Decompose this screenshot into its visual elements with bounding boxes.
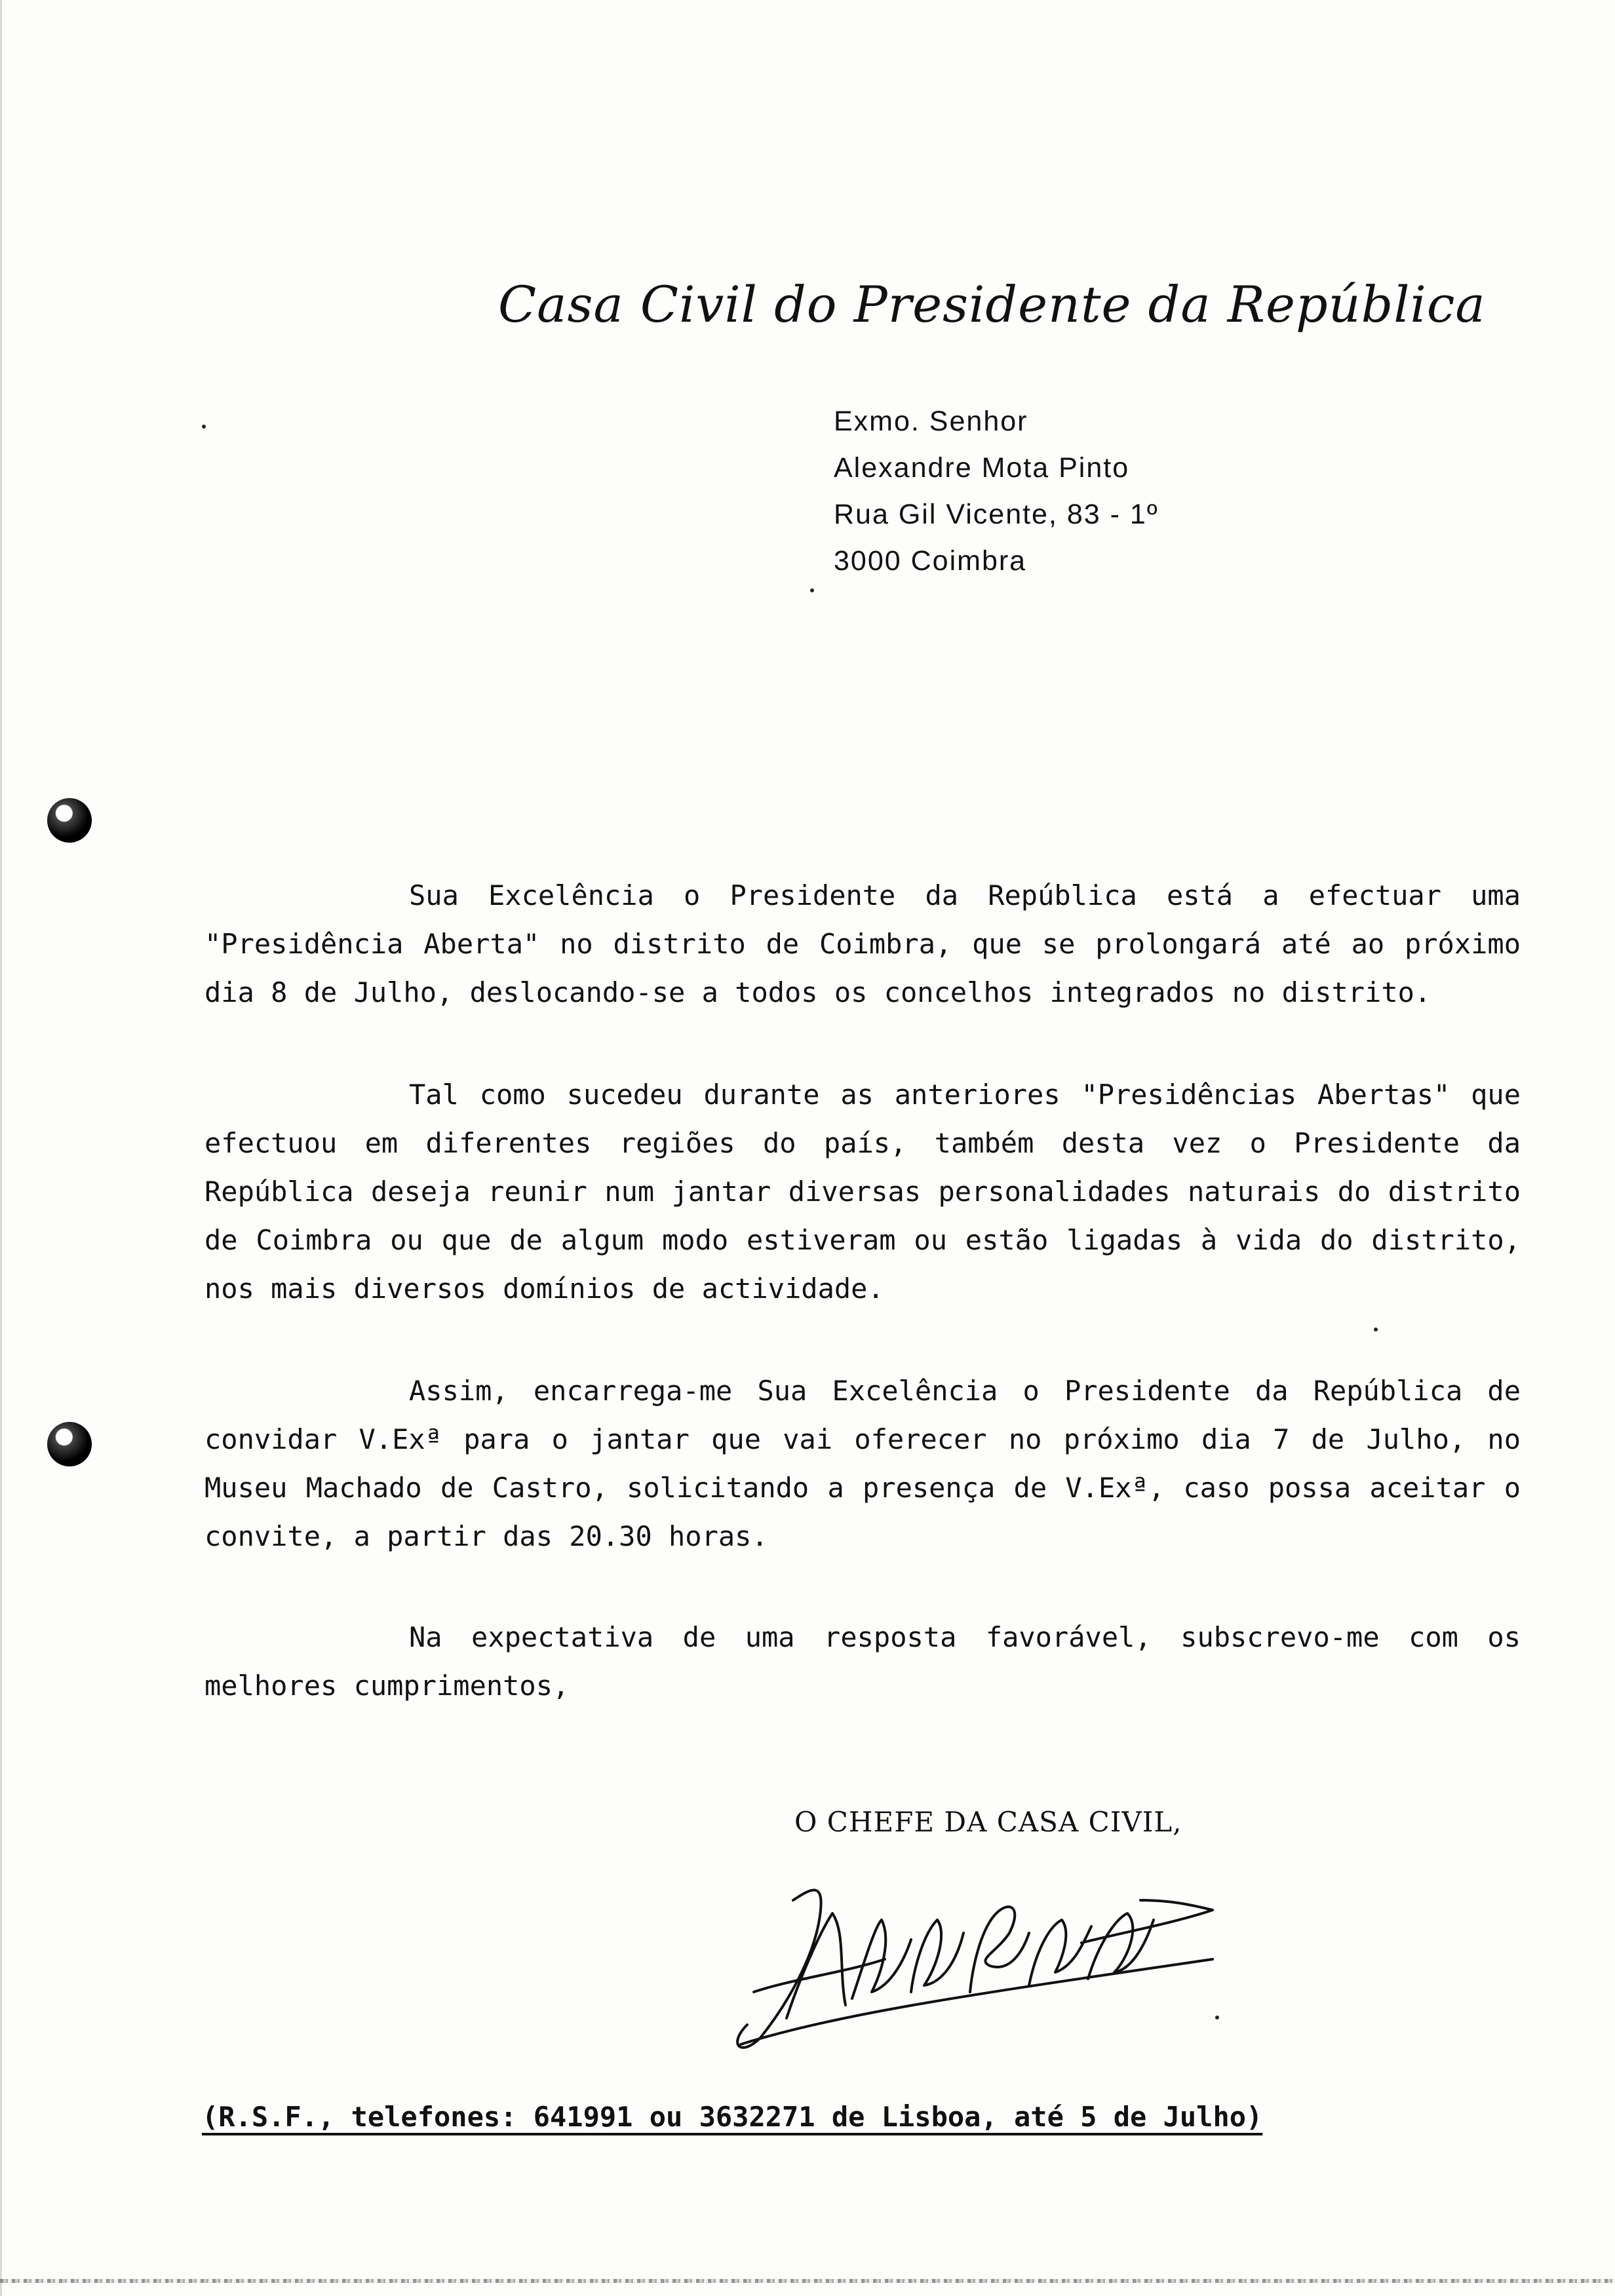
address-street: Rua Gil Vicente, 83 - 1º: [834, 499, 1159, 530]
scan-speck: [1215, 2016, 1219, 2019]
body-paragraph-4: Na expectativa de uma resposta favorável, subscrevo-me com os melhores cumprimentos,: [204, 1621, 1521, 1702]
address-name: Alexandre Mota Pinto: [834, 452, 1130, 484]
signature-title: O CHEFE DA CASA CIVIL,: [794, 1806, 1182, 1838]
punch-hole-bottom: [47, 1422, 92, 1466]
recipient-address: [834, 398, 1159, 584]
scan-speck: [202, 425, 206, 429]
handwritten-signature: [714, 1861, 1239, 2057]
letterhead: Casa Civil do Presidente da República: [498, 275, 1486, 334]
footer-note: (R.S.F., telefones: 641991 ou 3632271 de Lisboa, até 5 de Julho): [202, 2101, 1263, 2133]
address-city: 3000 Coimbra: [834, 545, 1027, 577]
punch-hole-top: [47, 798, 92, 843]
scan-speck: [810, 588, 814, 592]
scan-edge-bottom: [0, 2279, 1615, 2283]
page-edge-left: [0, 0, 2, 2296]
address-salutation: Exmo. Senhor: [834, 406, 1028, 437]
body-paragraph-2: Tal como sucedeu durante as anteriores "Presidências Abertas" que efectuou em diferentes regiões do país, também desta vez o Presidente da República deseja reunir num jantar diversas personalidades naturais do distrito de Coimbra ou que de algum modo estiveram ou estão ligadas à vida do distrito, nos mais diversos domínios de actividade.: [204, 1079, 1521, 1305]
scan-speck: [1374, 1328, 1378, 1331]
body-paragraph-3: Assim, encarrega-me Sua Excelência o Presidente da República de convidar V.Exª para o jantar que vai oferecer no próximo dia 7 de Julho, no Museu Machado de Castro, solicitando a presença de V.Exª, caso possa aceitar o convite, a partir das 20.30 horas.: [204, 1375, 1521, 1552]
body-paragraph-1: Sua Excelência o Presidente da República está a efectuar uma "Presidência Aberta" no distrito de Coimbra, que se prolongará até ao próximo dia 8 de Julho, deslocando-se a todos os concelhos integrados no distrito.: [204, 879, 1521, 1008]
